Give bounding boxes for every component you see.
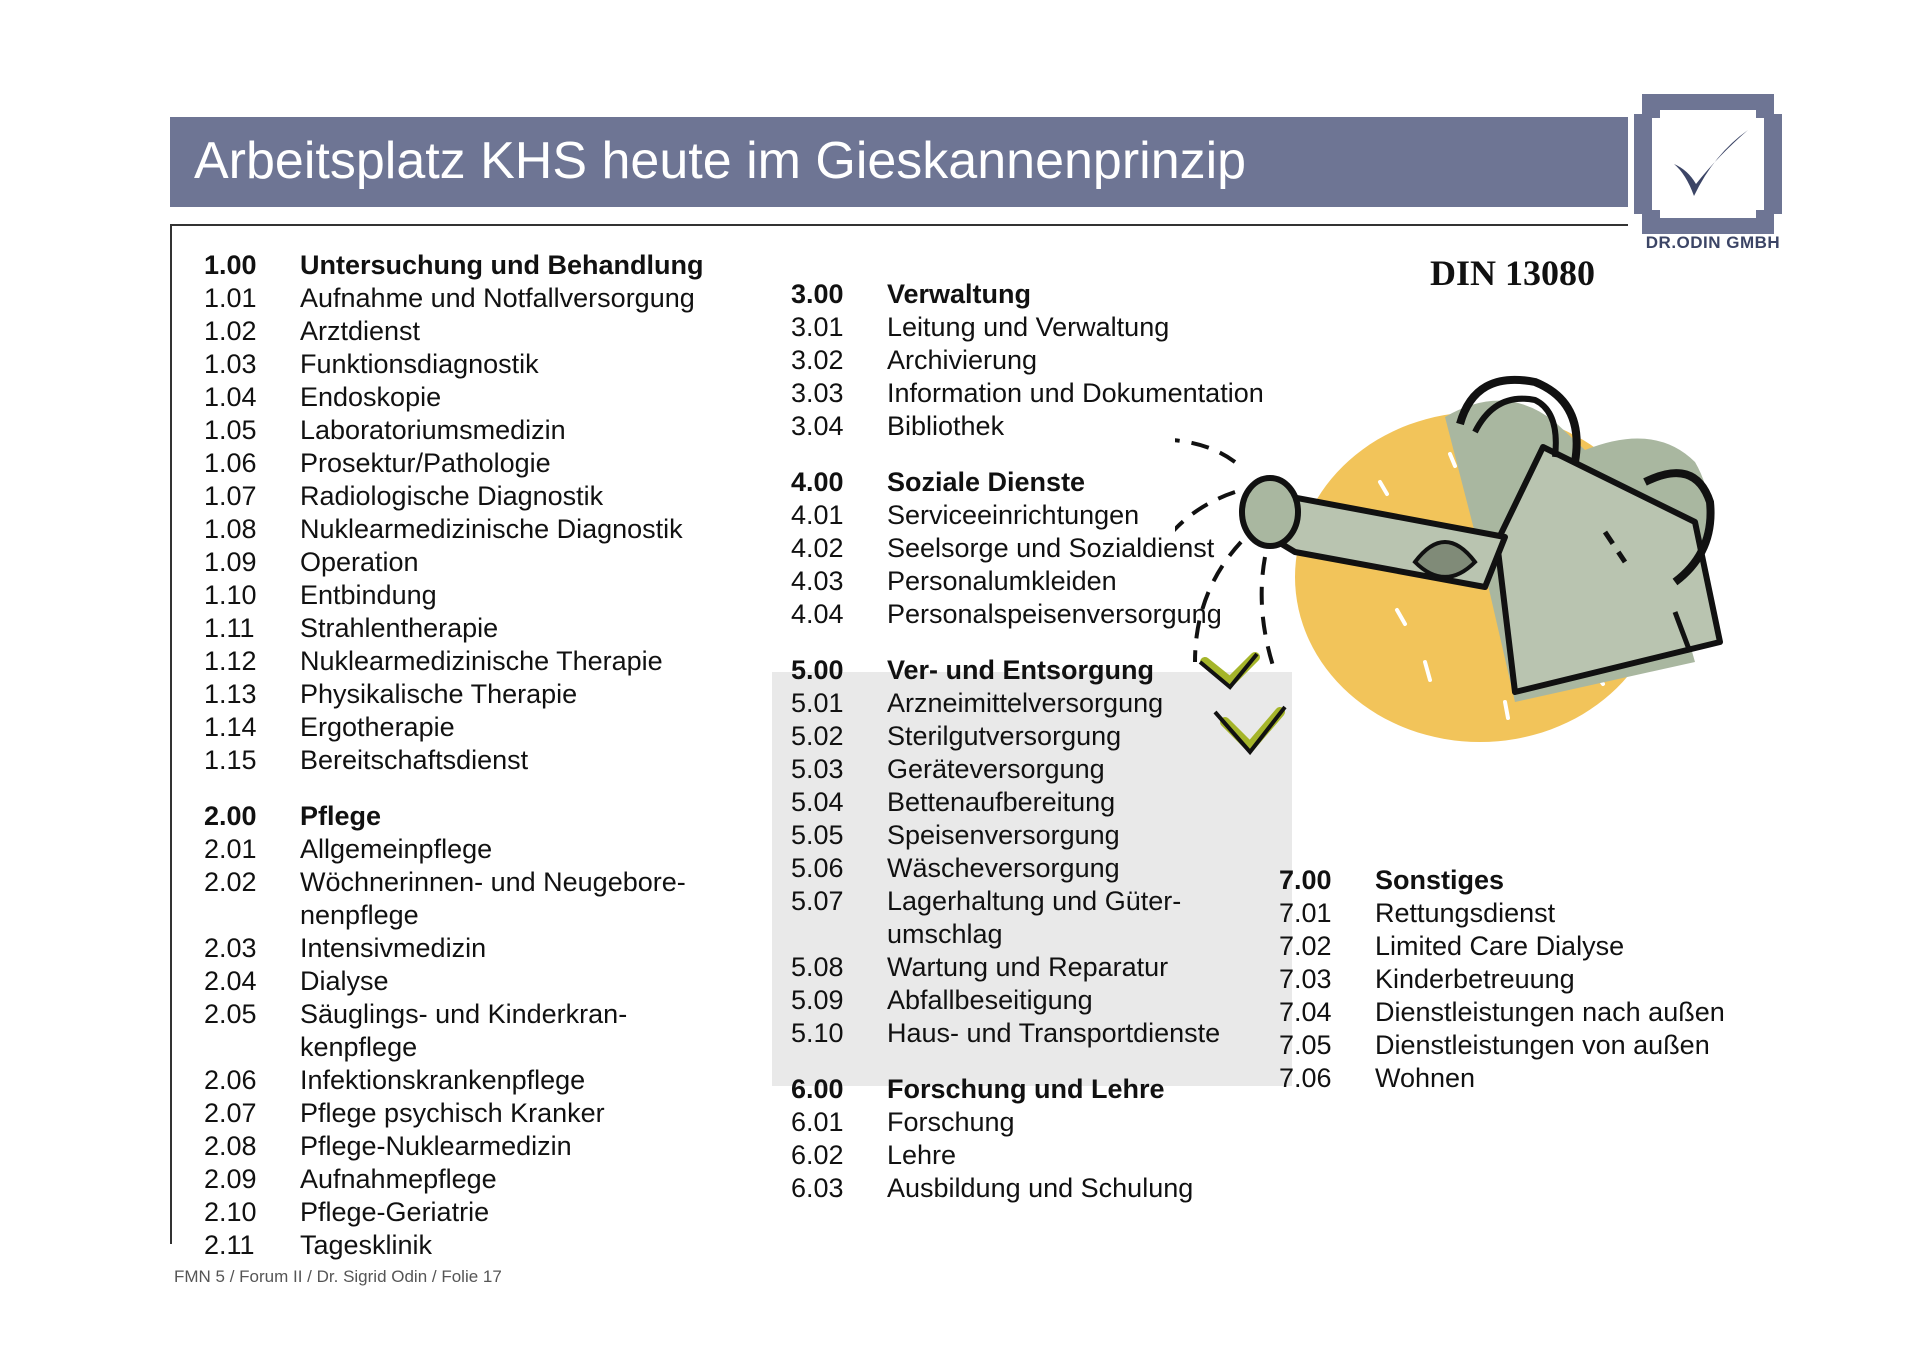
- item-label: Personalumkleiden: [887, 566, 1117, 596]
- item-label: Arzneimittelversorgung: [887, 688, 1164, 718]
- item-label: Lagerhaltung und Güter-: [887, 886, 1182, 916]
- item-label: Dienstleistungen von außen: [1375, 1030, 1710, 1060]
- list-item: [791, 377, 1291, 410]
- list-item: [791, 720, 1291, 753]
- item-label: Ergotherapie: [300, 712, 455, 742]
- list-item: [791, 1139, 1291, 1172]
- item-label: Infektionskrankenpflege: [300, 1065, 586, 1095]
- section-heading: [204, 800, 764, 833]
- item-label: Radiologische Diagnostik: [300, 481, 604, 511]
- item-number: 2.02: [204, 867, 257, 897]
- frame-top-line: [170, 224, 1628, 226]
- section-heading: [1279, 864, 1779, 897]
- item-label: Wöchnerinnen- und Neugebore-: [300, 867, 686, 897]
- section-number: 5.00: [791, 655, 844, 685]
- column-2: [791, 278, 1291, 1228]
- item-label: Bettenaufbereitung: [887, 787, 1116, 817]
- item-label: Leitung und Verwaltung: [887, 312, 1170, 342]
- list-item: [204, 1064, 764, 1097]
- item-label: Entbindung: [300, 580, 437, 610]
- item-number: 1.07: [204, 481, 257, 511]
- item-label-cont: umschlag: [887, 919, 1003, 949]
- item-number: 5.06: [791, 853, 844, 883]
- list-item: [204, 348, 764, 381]
- section-heading: [791, 654, 1291, 687]
- list-item: [204, 381, 764, 414]
- item-label: Nuklearmedizinische Therapie: [300, 646, 663, 676]
- item-label: Endoskopie: [300, 382, 442, 412]
- list-item: [791, 1172, 1291, 1205]
- list-item: [204, 1229, 764, 1262]
- list-item: [791, 1106, 1291, 1139]
- list-item: [204, 513, 764, 546]
- list-item: [204, 866, 764, 899]
- section-title: Soziale Dienste: [887, 467, 1086, 497]
- item-label: Dialyse: [300, 966, 389, 996]
- item-number: 1.01: [204, 283, 257, 313]
- item-label-cont: nenpflege: [300, 900, 419, 930]
- footer-text: FMN 5 / Forum II / Dr. Sigrid Odin / Folie 17: [174, 1267, 502, 1286]
- list-item: [791, 687, 1291, 720]
- list-item: [204, 282, 764, 315]
- item-number: 7.06: [1279, 1063, 1332, 1093]
- item-number: 4.02: [791, 533, 844, 563]
- item-label: Physikalische Therapie: [300, 679, 578, 709]
- section-heading: [791, 466, 1291, 499]
- item-label: Serviceeinrichtungen: [887, 500, 1140, 530]
- list-item: [204, 998, 764, 1031]
- item-number: 6.02: [791, 1140, 844, 1170]
- section-heading: [791, 1073, 1291, 1106]
- item-number: 5.07: [791, 886, 844, 916]
- item-label: Wohnen: [1375, 1063, 1476, 1093]
- list-item: [1279, 1062, 1779, 1095]
- item-number: 2.08: [204, 1131, 257, 1161]
- item-label: Strahlentherapie: [300, 613, 499, 643]
- section-group: [1279, 864, 1779, 1095]
- section-group: [791, 278, 1291, 443]
- section-title: Sonstiges: [1375, 865, 1505, 895]
- item-label: Information und Dokumentation: [887, 378, 1264, 408]
- item-label: Allgemeinpflege: [300, 834, 493, 864]
- item-number: 7.02: [1279, 931, 1332, 961]
- item-number: 5.08: [791, 952, 844, 982]
- item-label: Laboratoriumsmedizin: [300, 415, 566, 445]
- list-item: [791, 786, 1291, 819]
- item-label: Abfallbeseitigung: [887, 985, 1093, 1015]
- item-label-cont: kenpflege: [300, 1032, 418, 1062]
- list-item-continuation: [791, 918, 1291, 951]
- list-item: [204, 1097, 764, 1130]
- item-number: 2.11: [204, 1230, 255, 1260]
- item-number: 7.03: [1279, 964, 1332, 994]
- list-item: [791, 311, 1291, 344]
- list-item: [204, 315, 764, 348]
- item-number: 3.01: [791, 312, 844, 342]
- item-number: 3.02: [791, 345, 844, 375]
- list-item: [204, 744, 764, 777]
- item-label: Prosektur/Pathologie: [300, 448, 551, 478]
- item-number: 5.10: [791, 1018, 844, 1048]
- list-item: [204, 965, 764, 998]
- list-item: [204, 480, 764, 513]
- item-label: Dienstleistungen nach außen: [1375, 997, 1725, 1027]
- item-number: 1.15: [204, 745, 257, 775]
- section-title: Ver- und Entsorgung: [887, 655, 1154, 685]
- item-number: 2.09: [204, 1164, 257, 1194]
- item-number: 1.11: [204, 613, 255, 643]
- list-item: [791, 344, 1291, 377]
- section-title: Pflege: [300, 801, 382, 831]
- item-label: Speisenversorgung: [887, 820, 1120, 850]
- item-number: 2.03: [204, 933, 257, 963]
- list-item: [1279, 897, 1779, 930]
- section-number: 1.00: [204, 250, 257, 280]
- item-label: Kinderbetreuung: [1375, 964, 1575, 994]
- item-number: 1.04: [204, 382, 257, 412]
- list-item: [204, 645, 764, 678]
- section-heading: [791, 278, 1291, 311]
- list-item: [791, 753, 1291, 786]
- list-item: [204, 1163, 764, 1196]
- item-label: Pflege psychisch Kranker: [300, 1098, 605, 1128]
- item-number: 1.09: [204, 547, 257, 577]
- item-number: 7.04: [1279, 997, 1332, 1027]
- item-label: Personalspeisenversorgung: [887, 599, 1222, 629]
- list-item: [204, 1196, 764, 1229]
- list-item: [791, 565, 1291, 598]
- list-item: [1279, 963, 1779, 996]
- item-label: Operation: [300, 547, 419, 577]
- item-number: 2.06: [204, 1065, 257, 1095]
- list-item: [204, 833, 764, 866]
- list-item: [791, 819, 1291, 852]
- section-group: [791, 1073, 1291, 1205]
- item-number: 2.04: [204, 966, 257, 996]
- item-number: 3.03: [791, 378, 844, 408]
- section-title: Forschung und Lehre: [887, 1074, 1165, 1104]
- item-label: Tagesklinik: [300, 1230, 433, 1260]
- list-item: [204, 678, 764, 711]
- item-label: Nuklearmedizinische Diagnostik: [300, 514, 683, 544]
- list-item: [204, 711, 764, 744]
- item-number: 4.01: [791, 500, 844, 530]
- frame-left-line: [170, 224, 172, 1244]
- list-item: [1279, 930, 1779, 963]
- item-number: 4.03: [791, 566, 844, 596]
- list-item: [1279, 996, 1779, 1029]
- item-label: Sterilgutversorgung: [887, 721, 1122, 751]
- item-number: 5.02: [791, 721, 844, 751]
- list-item: [791, 410, 1291, 443]
- section-heading: [204, 249, 764, 282]
- item-label: Wäscheversorgung: [887, 853, 1120, 883]
- column-3: [1279, 864, 1779, 1118]
- item-number: 5.01: [791, 688, 844, 718]
- list-item: [204, 612, 764, 645]
- section-title: Verwaltung: [887, 279, 1032, 309]
- checkmark-logo-icon: [1634, 94, 1782, 234]
- item-label: Pflege-Nuklearmedizin: [300, 1131, 572, 1161]
- item-number: 1.03: [204, 349, 257, 379]
- item-number: 2.10: [204, 1197, 257, 1227]
- item-number: 1.06: [204, 448, 257, 478]
- list-item: [791, 499, 1291, 532]
- section-group: [791, 466, 1291, 631]
- list-item: [791, 598, 1291, 631]
- title-bar: [170, 117, 1628, 207]
- item-label: Geräteversorgung: [887, 754, 1105, 784]
- section-group: [791, 654, 1291, 1050]
- item-number: 6.03: [791, 1173, 844, 1203]
- item-number: 1.08: [204, 514, 257, 544]
- section-group: [204, 249, 764, 777]
- item-label: Seelsorge und Sozialdienst: [887, 533, 1215, 563]
- item-number: 6.01: [791, 1107, 844, 1137]
- list-item: [791, 885, 1291, 918]
- page-title: Arbeitsplatz KHS heute im Gieskannenprinzip: [194, 132, 1247, 190]
- section-group: [204, 800, 764, 1262]
- item-number: 3.04: [791, 411, 844, 441]
- item-number: 1.14: [204, 712, 257, 742]
- list-item: [204, 414, 764, 447]
- standard-label: DIN 13080: [1430, 253, 1596, 293]
- item-label: Intensivmedizin: [300, 933, 487, 963]
- item-number: 5.09: [791, 985, 844, 1015]
- list-item-continuation: [204, 899, 764, 932]
- item-label: Archivierung: [887, 345, 1038, 375]
- list-item: [791, 852, 1291, 885]
- section-number: 7.00: [1279, 865, 1332, 895]
- item-label: Limited Care Dialyse: [1375, 931, 1625, 961]
- section-number: 3.00: [791, 279, 844, 309]
- item-label: Haus- und Transportdienste: [887, 1018, 1221, 1048]
- item-number: 1.12: [204, 646, 257, 676]
- section-title: Untersuchung und Behandlung: [300, 250, 704, 280]
- list-item-continuation: [204, 1031, 764, 1064]
- list-item: [791, 984, 1291, 1017]
- item-number: 7.05: [1279, 1030, 1332, 1060]
- section-number: 2.00: [204, 801, 257, 831]
- item-label: Aufnahme und Notfallversorgung: [300, 283, 695, 313]
- item-label: Forschung: [887, 1107, 1015, 1137]
- item-label: Wartung und Reparatur: [887, 952, 1169, 982]
- item-number: 5.04: [791, 787, 844, 817]
- item-label: Rettungsdienst: [1375, 898, 1556, 928]
- list-item: [204, 1130, 764, 1163]
- section-number: 6.00: [791, 1074, 844, 1104]
- item-label: Funktionsdiagnostik: [300, 349, 539, 379]
- list-item: [791, 532, 1291, 565]
- list-item: [204, 579, 764, 612]
- item-label: Aufnahmepflege: [300, 1164, 497, 1194]
- item-number: 1.05: [204, 415, 257, 445]
- list-item: [204, 447, 764, 480]
- item-number: 1.13: [204, 679, 257, 709]
- list-item: [204, 546, 764, 579]
- item-label: Arztdienst: [300, 316, 421, 346]
- item-number: 1.10: [204, 580, 257, 610]
- company-logo-text: DR.ODIN GMBH: [1645, 233, 1781, 252]
- item-label: Pflege-Geriatrie: [300, 1197, 490, 1227]
- item-number: 4.04: [791, 599, 844, 629]
- list-item: [791, 951, 1291, 984]
- item-label: Lehre: [887, 1140, 957, 1170]
- item-number: 2.07: [204, 1098, 257, 1128]
- list-item: [1279, 1029, 1779, 1062]
- item-number: 5.05: [791, 820, 844, 850]
- item-label: Säuglings- und Kinderkran-: [300, 999, 628, 1029]
- item-number: 1.02: [204, 316, 257, 346]
- item-number: 5.03: [791, 754, 844, 784]
- item-number: 7.01: [1279, 898, 1332, 928]
- list-item: [204, 932, 764, 965]
- column-1: [204, 249, 764, 1285]
- item-number: 2.05: [204, 999, 257, 1029]
- item-label: Bereitschaftsdienst: [300, 745, 529, 775]
- list-item: [791, 1017, 1291, 1050]
- item-label: Bibliothek: [887, 411, 1005, 441]
- item-label: Ausbildung und Schulung: [887, 1173, 1194, 1203]
- item-number: 2.01: [204, 834, 257, 864]
- section-number: 4.00: [791, 467, 844, 497]
